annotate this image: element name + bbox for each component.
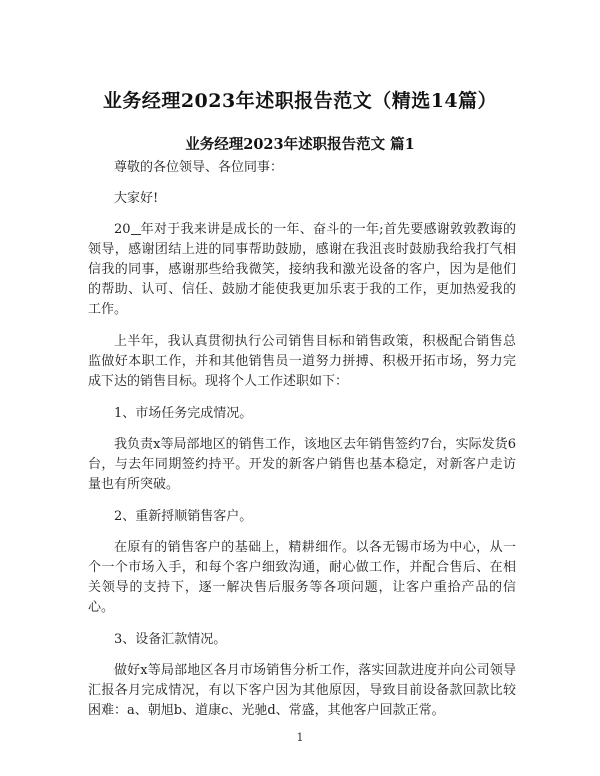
customers-paragraph: 在原有的销售客户的基础上，精耕细作。以各无锡市场为中心，从一个一个市场入手，和每个客户细致沟通，耐心做工作，并配合售后、在相关领导的支持下，逐一解决售后服务等各项问题，让客户重拾产品的信心。 xyxy=(88,540,516,615)
year-prefix: 20 xyxy=(114,222,131,237)
payment-paragraph: 做好x等局部地区各月市场销售分析工作，落实回款进度并向公司领导汇报各月完成情况，有以下客户因为其他原因，导致目前设备款回款比较困难：a、朝旭b、道康c、光驰d、常盛，其他客户回款正常。 xyxy=(88,663,516,718)
greeting-paragraph: 尊敬的各位领导、各位同事： xyxy=(114,160,284,175)
intro-text: 年对于我来讲是成长的一年、奋斗的一年;首先要感谢敦敦教诲的领导，感谢团结上进的同事帮助鼓励，感谢在我沮丧时鼓励我给我打气相信我的同事，感谢那些给我微笑，接纳我和激光设备的客户，因为是他们的帮助、认可、信任、鼓励才能使我更加乐衷于我的工作，更加热爱我的工作。 xyxy=(88,222,516,317)
market-task-paragraph: 我负责x等局部地区的销售工作，该地区去年销售签约7台，实际发货6台，与去年同期签约持平。开发的新客户销售也基本稳定，对新客户走访量也有所突破。 xyxy=(88,437,516,492)
page-number: 1 xyxy=(296,731,304,744)
heading-customers: 2、重新捋顺销售客户。 xyxy=(114,509,253,524)
first-half-paragraph: 上半年，我认真贯彻执行公司销售目标和销售政策，积极配合销售总监做好本职工作，并和其他销售员一道努力拼搏、积极开拓市场，努力完成下达的销售目标。现将个人工作述职如下： xyxy=(88,334,516,389)
year-blank-underline xyxy=(131,222,141,235)
hello-paragraph: 大家好! xyxy=(114,191,159,206)
document-title: 业务经理2023年述职报告范文（精选14篇） xyxy=(102,90,498,112)
heading-market-task: 1、市场任务完成情况。 xyxy=(114,406,253,421)
heading-payment: 3、设备汇款情况。 xyxy=(114,632,227,647)
section-title: 业务经理2023年述职报告范文 篇1 xyxy=(185,136,415,153)
document-body xyxy=(88,158,516,733)
intro-paragraph xyxy=(88,220,516,320)
